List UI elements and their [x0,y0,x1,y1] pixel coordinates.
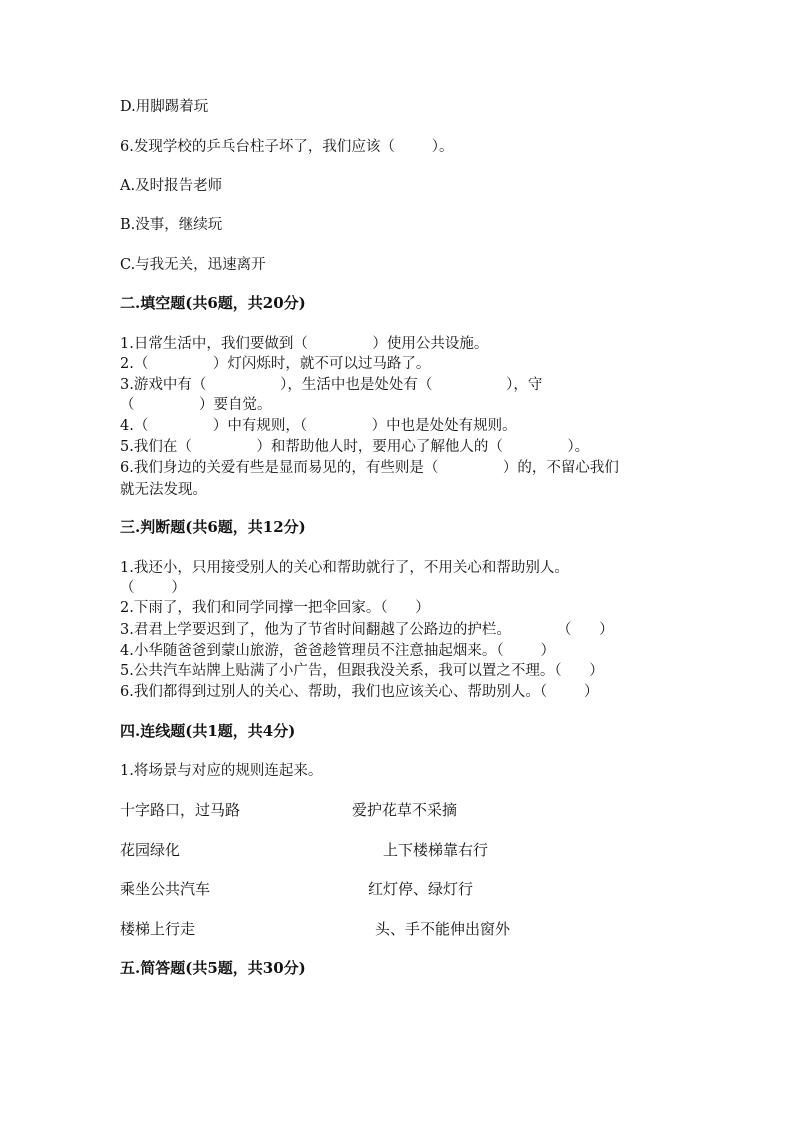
match-right-item: 爱护花草不采摘 [352,801,458,819]
true-false-line: 5.公共汽车站牌上贴满了小广告，但跟我没关系，我可以置之不理。（ ） [120,663,604,679]
question-6: 6.发现学校的乒乓台柱子坏了，我们应该（ ）。 [120,139,454,155]
match-left-item: 花园绿化 [120,841,181,859]
fill-blank-line: 6.我们身边的关爱有些是显而易见的，有些则是（ ）的，不留心我们 [120,460,619,476]
fill-blank-line: 1.日常生活中，我们要做到（ ）使用公共设施。 [120,336,489,352]
section-heading-short-answer: 五.简答题(共5题，共30分) [120,959,306,977]
option-d: D.用脚踢着玩 [120,99,209,115]
true-false-line: 3.君君上学要迟到了，他为了节省时间翻越了公路边的护栏。 （ ） [120,622,614,638]
option-c: C.与我无关，迅速离开 [120,257,266,273]
option-a: A.及时报告老师 [120,178,223,194]
match-right-item: 上下楼梯靠右行 [383,841,489,859]
fill-blank-line: 就无法发现。 [120,482,207,498]
fill-blank-line: 5.我们在（ ）和帮助他人时，要用心了解他人的（ ）。 [120,439,590,455]
true-false-line: 4.小华随爸爸到蒙山旅游，爸爸趁管理员不注意抽起烟来。（ ） [120,643,555,659]
true-false-line: 1.我还小，只用接受别人的关心和帮助就行了，不用关心和帮助别人。 [120,560,569,576]
section-heading-fill-blank: 二.填空题(共6题，共20分) [120,294,306,312]
option-b: B.没事，继续玩 [120,217,223,233]
match-left-item: 楼梯上行走 [120,920,196,938]
fill-blank-line: 4.（ ）中有规则，（ ）中也是处处有规则。 [120,418,517,434]
section-heading-true-false: 三.判断题(共6题，共12分) [120,518,306,536]
true-false-line: 6.我们都得到过别人的关心、帮助，我们也应该关心、帮助别人。（ ） [120,684,599,700]
section-heading-matching: 四.连线题(共1题，共4分) [120,722,296,740]
fill-blank-line: 2.（ ）灯闪烁时，就不可以过马路了。 [120,356,431,372]
fill-blank-line: 3.游戏中有（ ），生活中也是处处有（ ），守 [120,377,543,393]
true-false-line: 2.下雨了，我们和同学同撑一把伞回家。（ ） [120,600,430,616]
match-right-item: 头、手不能伸出窗外 [375,920,511,938]
match-right-item: 红灯停、绿灯行 [368,880,474,898]
true-false-line: （ ） [120,580,186,596]
fill-blank-line: （ ）要自觉。 [120,397,272,413]
match-left-item: 乘坐公共汽车 [120,880,211,898]
match-left-item: 十字路口，过马路 [120,801,241,819]
matching-question: 1.将场景与对应的规则连起来。 [120,763,323,779]
